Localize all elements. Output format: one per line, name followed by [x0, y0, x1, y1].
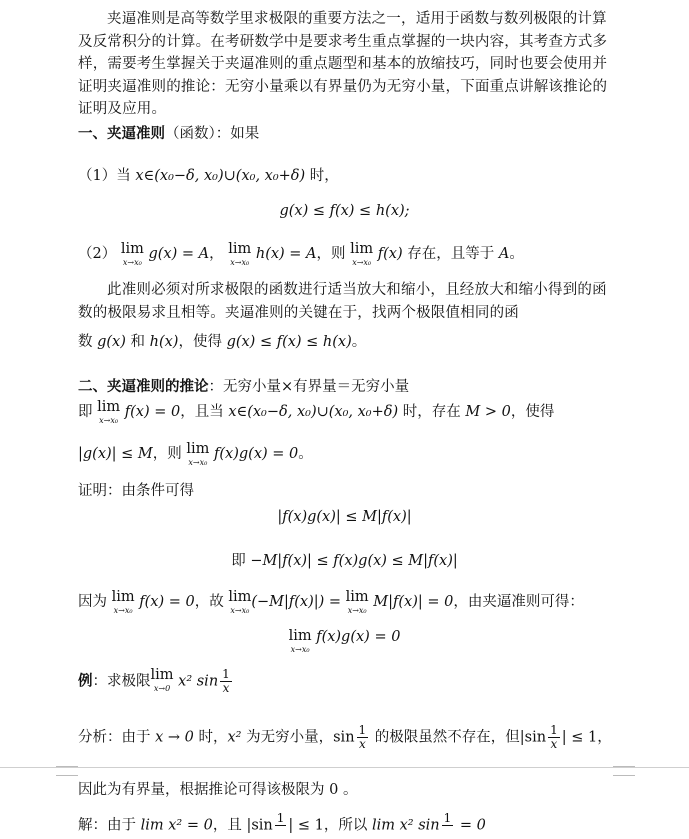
analysis-end: ，	[597, 729, 612, 746]
result-expr: f(x)g(x) = 0	[311, 629, 401, 645]
corollary-limit: lim x→x₀	[97, 399, 121, 425]
condition-2-then: ，则	[316, 246, 351, 262]
corollary-pre: 即	[78, 404, 98, 420]
analysis-t1: 时，	[193, 729, 228, 746]
corollary-2-limit: lim x→x₀	[186, 441, 210, 467]
condition-1	[78, 164, 339, 185]
analysis-abs: |sin	[519, 729, 547, 746]
section-1-number: 一、	[78, 125, 107, 142]
note-g: g(x)	[97, 334, 126, 350]
corollary-line-1	[78, 400, 554, 425]
analysis-ineq: | ≤ 1	[561, 729, 598, 746]
condition-1-post: 时，	[305, 168, 339, 184]
solution-fraction-1: 1	[276, 811, 285, 825]
solution-c2: = 0	[455, 817, 486, 834]
proof-step-2-expr: −M|f(x)| ≤ f(x)g(x) ≤ M|f(x)|	[250, 553, 458, 569]
condition-2-A: A	[498, 246, 510, 262]
note-mid: ，使得	[178, 334, 227, 350]
limit-h: lim x→x₀	[228, 241, 252, 267]
because-so: ，故	[194, 594, 229, 610]
because-f: f(x) = 0	[134, 594, 195, 610]
proof-intro: 证明：由条件可得	[78, 483, 194, 499]
note-end: 。	[351, 334, 367, 350]
solution-b: |sin	[246, 817, 273, 834]
condition-2-h: h(x) = A	[251, 246, 317, 262]
example-colon: ：	[92, 673, 107, 690]
note-and: 和	[125, 334, 150, 350]
corollary-line-2	[78, 442, 313, 467]
analysis-pre: 分析：由于	[78, 729, 156, 746]
analysis-t2: 为无穷小量，	[241, 729, 334, 746]
because-end: ，由夹逼准则可得：	[453, 594, 584, 610]
condition-2-end: 。	[509, 246, 524, 262]
condition-2	[78, 242, 524, 267]
because-expr-2: M|f(x)| = 0	[368, 594, 454, 610]
because-pre: 因为	[78, 594, 112, 610]
page-break-mark-right	[613, 766, 635, 776]
section-1-rest: （函数）：如果	[165, 126, 260, 142]
solution-t1: ，且	[212, 817, 247, 834]
solution-a: lim x² = 0	[140, 817, 213, 834]
separator: ，	[209, 246, 224, 262]
because-line	[78, 590, 584, 615]
solution-t2: ，所以	[323, 817, 372, 834]
limit-f: lim x→x₀	[350, 241, 374, 267]
solution-c: lim x² sin	[371, 817, 440, 834]
result-line	[0, 629, 689, 654]
condition-2-f: f(x)	[373, 246, 403, 262]
condition-1-pre: 当	[116, 168, 136, 184]
because-limit: lim x→x₀	[111, 589, 135, 615]
section-2-rest: ：无穷小量×有界量＝无穷小量	[208, 379, 410, 395]
analysis-line	[78, 724, 612, 751]
note-paragraph-1: 此准则必须对所求极限的函数进行适当放大和缩小，且经放大和缩小得到的函数的极限易求且相等。夹逼准则的关键在于，找两个极限值相同的函	[78, 282, 607, 321]
example-fraction: $\frac{1}{x}$	[222, 667, 230, 695]
solution-fraction-2: 1	[443, 811, 452, 825]
solution-pre: 解：由于	[78, 817, 141, 834]
example-line	[78, 668, 234, 695]
condition-1-number: （1）	[78, 168, 117, 184]
proof-step-2-pre: 即	[231, 553, 251, 569]
inequality-1-expr: g(x) ≤ f(x) ≤ h(x);	[279, 203, 410, 219]
section-2-heading	[78, 375, 409, 396]
analysis-fraction: $\frac{1}{x}$	[358, 723, 367, 751]
limit-g: lim x→x₀	[120, 241, 144, 267]
example-text: 求极限	[107, 673, 151, 690]
page-break-line	[0, 767, 689, 768]
conclusion-line: 因此为有界量，根据推论可得该极限为 0 。	[78, 782, 358, 798]
corollary-post: 时，存在	[398, 404, 466, 420]
proof-step-2	[0, 549, 689, 570]
because-limit-2: lim x→x₀	[228, 589, 252, 615]
corollary-m: M > 0	[465, 404, 511, 420]
intro-paragraph: 夹逼准则是高等数学里求极限的重要方法之一，适用于函数与数列极限的计算及反常积分的计算。在考研数学中是要求考生重点掌握的一块内容，其考查方式多样，需要考生掌握关于夹逼准则的重点题型和基本的放缩技巧，同时也要会使用并证明夹逼准则的推论：无穷小量乘以有界量仍为无穷小量，下面重点讲解该推论的证明及应用。	[78, 11, 608, 117]
solution-line	[78, 812, 486, 839]
proof-step-1	[0, 509, 689, 525]
example-expr: x² sin	[173, 673, 219, 690]
solution-b2: | ≤ 1	[288, 817, 324, 834]
corollary-2-end: 。	[298, 446, 313, 462]
analysis-sin: sin	[333, 729, 355, 746]
inequality-1	[0, 203, 689, 219]
analysis-x-to-0: x → 0	[155, 729, 194, 746]
analysis-t3: 的极限虽然不存在，但	[370, 729, 520, 746]
section-1-heading	[78, 122, 259, 143]
condition-2-post: 存在，且等于	[402, 246, 499, 262]
section-2-title: 二、夹逼准则的推论	[78, 378, 209, 395]
condition-2-number: （2）	[78, 246, 117, 262]
corollary-f: f(x) = 0	[120, 404, 181, 420]
result-limit: lim x→x₀	[288, 628, 312, 654]
note-inequality: g(x) ≤ f(x) ≤ h(x)	[226, 334, 352, 350]
note-pre: 数	[78, 334, 98, 350]
page-break-mark-left	[56, 766, 78, 776]
analysis-fraction-2: $\frac{1}{x}$	[550, 723, 558, 751]
corollary-interval: x∈(x₀−δ, x₀)∪(x₀, x₀+δ)	[228, 404, 399, 420]
example-label: 例	[78, 672, 93, 690]
analysis-x2: x²	[227, 729, 242, 746]
condition-2-g: g(x) = A	[143, 246, 210, 262]
because-expr-1: (−M|f(x)|) =	[251, 594, 346, 610]
corollary-2-expr: f(x)g(x) = 0	[209, 446, 299, 462]
corollary-bound: |g(x)| ≤ M	[78, 446, 153, 462]
corollary-2-mid: ，则	[152, 446, 187, 462]
note-paragraph-2	[78, 330, 366, 351]
section-1-title: 夹逼准则	[107, 125, 165, 142]
because-limit-3: lim x→x₀	[345, 589, 369, 615]
proof-step-1-expr: |f(x)g(x)| ≤ M|f(x)|	[277, 509, 412, 525]
example-limit: lim x→0	[150, 667, 174, 693]
note-h: h(x)	[149, 334, 179, 350]
corollary-mid: ，且当	[180, 404, 229, 420]
condition-1-interval: x∈(x₀−δ, x₀)∪(x₀, x₀+δ)	[135, 168, 306, 184]
corollary-end: ，使得	[510, 404, 555, 420]
